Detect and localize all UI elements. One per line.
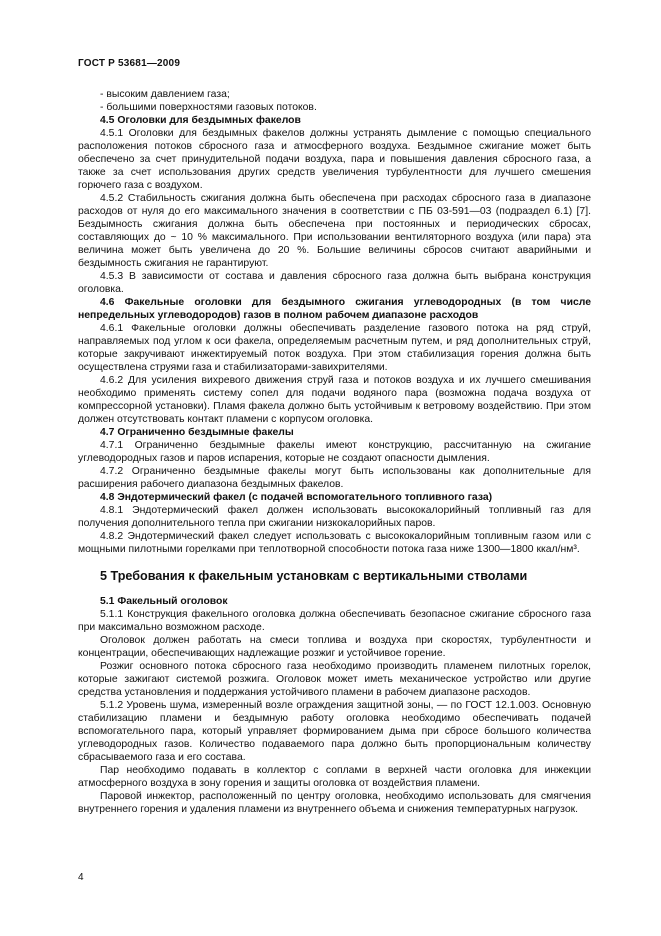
paragraph: 4.5.1 Оголовки для бездымных факелов должны устранять дымление с помощью специального расположения потоков сбросного газа и атмосферного воздуха. Бездымное сжигание может быть обеспечено за счет принудительной подачи воздуха, пара и повышения давления сбросного газа, а также за счет использования других средств увеличения турбулентности для лучшего смешения горючего газа с воздухом. xyxy=(78,128,591,191)
paragraph: 5.1.1 Конструкция факельного оголовка должна обеспечивать безопасное сжигание сбросного газа при максимально возможном расходе. xyxy=(78,609,591,633)
list-item: - высоким давлением газа; xyxy=(100,89,230,100)
paragraph: Оголовок должен работать на смеси топлива и воздуха при скоростях, турбулентности и концентрации, обеспечивающих надлежащие розжиг и устойчивое горение. xyxy=(78,635,591,659)
paragraph: 4.8.1 Эндотермический факел должен использовать высококалорийный топливный газ для получения дополнительного тепла при сжигании низкокалорийных паров. xyxy=(78,505,591,529)
paragraph: 4.7.2 Ограниченно бездымные факелы могут быть использованы как дополнительные для расширения рабочего диапазона бездымных факелов. xyxy=(78,466,591,490)
paragraph: 4.6.2 Для усиления вихревого движения струй газа и потоков воздуха и их лучшего смешивания необходимо применять систему сопел для подачи водяного пара (возможна подача воздуха от компрессорной установки). Пламя факела должно быть устойчивым к ветровому воздействию. При этом должен отсутствовать контакт пламени с корпусом оголовка. xyxy=(78,375,591,425)
clause-heading: 4.6 Факельные оголовки для бездымного сжигания углеводородных (в том числе непредельных углеводородов) газов в полном рабочем диапазоне расходов xyxy=(78,297,591,321)
paragraph: 4.5.3 В зависимости от состава и давления сбросного газа должна быть выбрана конструкция оголовка. xyxy=(78,271,591,295)
running-header: ГОСТ Р 53681—2009 xyxy=(78,58,181,69)
clause-heading: 4.8 Эндотермический факел (с подачей вспомогательного топливного газа) xyxy=(100,492,493,503)
clause-heading: 4.7 Ограниченно бездымные факелы xyxy=(100,427,294,438)
page-number: 4 xyxy=(78,872,84,883)
paragraph: 4.8.2 Эндотермический факел следует использовать с высококалорийным топливным газом или с мощными пилотными горелками при теплотворной способности потока газа ниже 1300—1800 ккал/нм³. xyxy=(78,531,591,555)
paragraph: Пар необходимо подавать в коллектор с соплами в верхней части оголовка для инжекции атмосферного воздуха в зону горения и защиты оголовка от воздействия пламени. xyxy=(78,765,591,789)
clause-heading: 5.1 Факельный оголовок xyxy=(100,596,228,607)
paragraph: Паровой инжектор, расположенный по центру оголовка, необходимо использовать для смягчения внутреннего горения и удаления пламени из внутреннего объема и снижения температурных нагрузок. xyxy=(78,791,591,815)
document-content xyxy=(78,88,591,816)
paragraph: 4.7.1 Ограниченно бездымные факелы имеют конструкцию, рассчитанную на сжигание углеводородных газов и паров испарения, которые не создают опасности дымления. xyxy=(78,440,591,464)
paragraph: 5.1.2 Уровень шума, измеренный возле ограждения защитной зоны, — по ГОСТ 12.1.003. Основную стабилизацию пламени и бездымную работу оголовка необходимо обеспечивать подачей вспомогательного пара, который управляет формированием дыма при сбросе большого количества углеводородных газов. Количество подаваемого пара должно быть пропорциональным количеству сбрасываемого газа и его состава. xyxy=(78,700,591,763)
paragraph: 4.6.1 Факельные оголовки должны обеспечивать разделение газового потока на ряд струй, направляемых под углом к оси факела, определяемым расчетным путем, и ряд дополнительных струй, которые закручивают инжектируемый поток воздуха. При этом стабилизация горения должна быть осуществлена струями газа и стабилизаторами-завихрителями. xyxy=(78,323,591,373)
list-item: - большими поверхностями газовых потоков. xyxy=(100,102,317,113)
paragraph: Розжиг основного потока сбросного газа необходимо производить пламенем пилотных горелок, которые зажигают системой розжига. Оголовок может иметь механическое устройство или другие средства установления и поддержания устойчивого пламени в рабочем диапазоне расходов. xyxy=(78,661,591,698)
paragraph: 4.5.2 Стабильность сжигания должна быть обеспечена при расходах сбросного газа в диапазоне расходов от нуля до его максимального значения в соответствии с ПБ 03-591—03 (подраздел 6.1) [7]. Бездымность сжигания должна быть обеспечена при постоянных и периодических сбросах, составляющих до ~ 10 % максимального. При использовании вентиляторного воздуха (или пара) эта величина может быть увеличена до 20 %. Большие величины сбросов считают аварийными и бездымность сжигания не гарантируют. xyxy=(78,193,591,269)
clause-heading: 4.5 Оголовки для бездымных факелов xyxy=(100,115,301,126)
section-heading: 5 Требования к факельным установкам с вертикальными стволами xyxy=(100,569,528,583)
